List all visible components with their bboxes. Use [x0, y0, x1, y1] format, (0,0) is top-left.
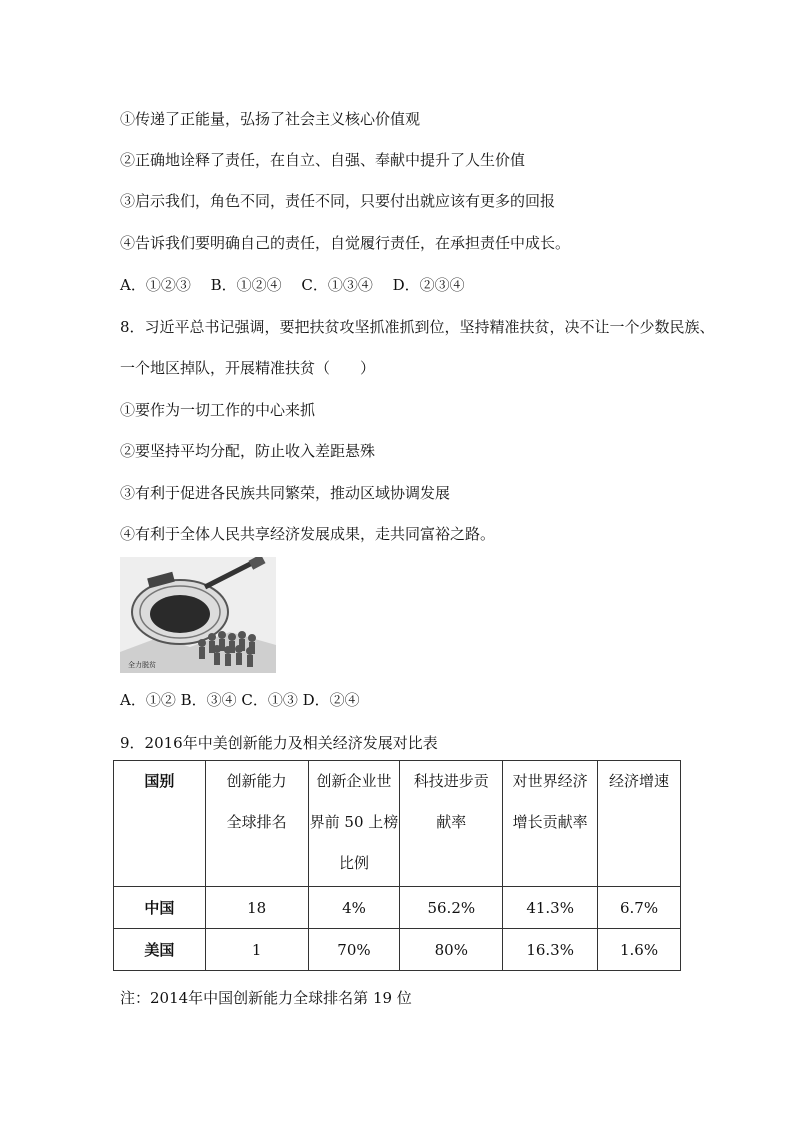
cell-world-growth-contribution: 16.3%: [503, 929, 598, 971]
cartoon-caption: 全力脱贫: [128, 661, 156, 669]
q8-stem-line-1: 8．习近平总书记强调，要把扶贫攻坚抓准抓到位，坚持精准扶贫，决不让一个少数民族、: [120, 318, 715, 336]
cell-top50-ratio: 4%: [308, 887, 400, 929]
table-row: [114, 929, 681, 971]
q7-option-3: ③启示我们，角色不同，责任不同，只要付出就应该有更多的回报: [120, 192, 556, 210]
q9-title: 9．2016年中美创新能力及相关经济发展对比表: [120, 734, 438, 752]
q7-answer-choices: A．①②③ B．①②④ C．①③④ D．②③④: [120, 276, 465, 294]
table-note: 注：2014年中国创新能力全球排名第 19 位: [120, 989, 412, 1007]
q8-option-4: ④有利于全体人民共享经济发展成果，走共同富裕之路。: [120, 525, 496, 543]
cell-country: 美国: [114, 929, 206, 971]
q8-option-2: ②要坚持平均分配，防止收入差距悬殊: [120, 442, 376, 460]
q8-option-3: ③有利于促进各民族共同繁荣，推动区域协调发展: [120, 484, 451, 502]
header-country: 国别: [114, 761, 206, 887]
q7-option-1: ①传递了正能量，弘扬了社会主义核心价值观: [120, 110, 421, 128]
header-growth-rate: 经济增速: [598, 761, 681, 887]
header-top50-ratio: 创新企业世 界前 50 上榜 比例: [308, 761, 400, 887]
cell-innovation-rank: 1: [205, 929, 308, 971]
table-row: [114, 887, 681, 929]
header-world-growth-contribution: 对世界经济 增长贡献率: [503, 761, 598, 887]
header-innovation-rank: 创新能力 全球排名: [205, 761, 308, 887]
header-tech-contribution: 科技进步贡 献率: [400, 761, 503, 887]
q8-stem-line-2: 一个地区掉队，开展精准扶贫（ ）: [120, 359, 376, 377]
cell-country: 中国: [114, 887, 206, 929]
q8-option-1: ①要作为一切工作的中心来抓: [120, 401, 316, 419]
comparison-table: [113, 760, 681, 971]
cell-world-growth-contribution: 41.3%: [503, 887, 598, 929]
q7-option-4: ④告诉我们要明确自己的责任，自觉履行责任，在承担责任中成长。: [120, 234, 571, 252]
poverty-cartoon-image: [120, 557, 276, 673]
cell-growth-rate: 1.6%: [598, 929, 681, 971]
cell-top50-ratio: 70%: [308, 929, 400, 971]
cell-growth-rate: 6.7%: [598, 887, 681, 929]
q8-answer-choices: A．①② B．③④ C．①③ D．②④: [120, 691, 360, 709]
q7-option-2: ②正确地诠释了责任，在自立、自强、奉献中提升了人生价值: [120, 151, 526, 169]
cell-innovation-rank: 18: [205, 887, 308, 929]
table-header-row: [114, 761, 681, 887]
cell-tech-contribution: 56.2%: [400, 887, 503, 929]
cell-tech-contribution: 80%: [400, 929, 503, 971]
